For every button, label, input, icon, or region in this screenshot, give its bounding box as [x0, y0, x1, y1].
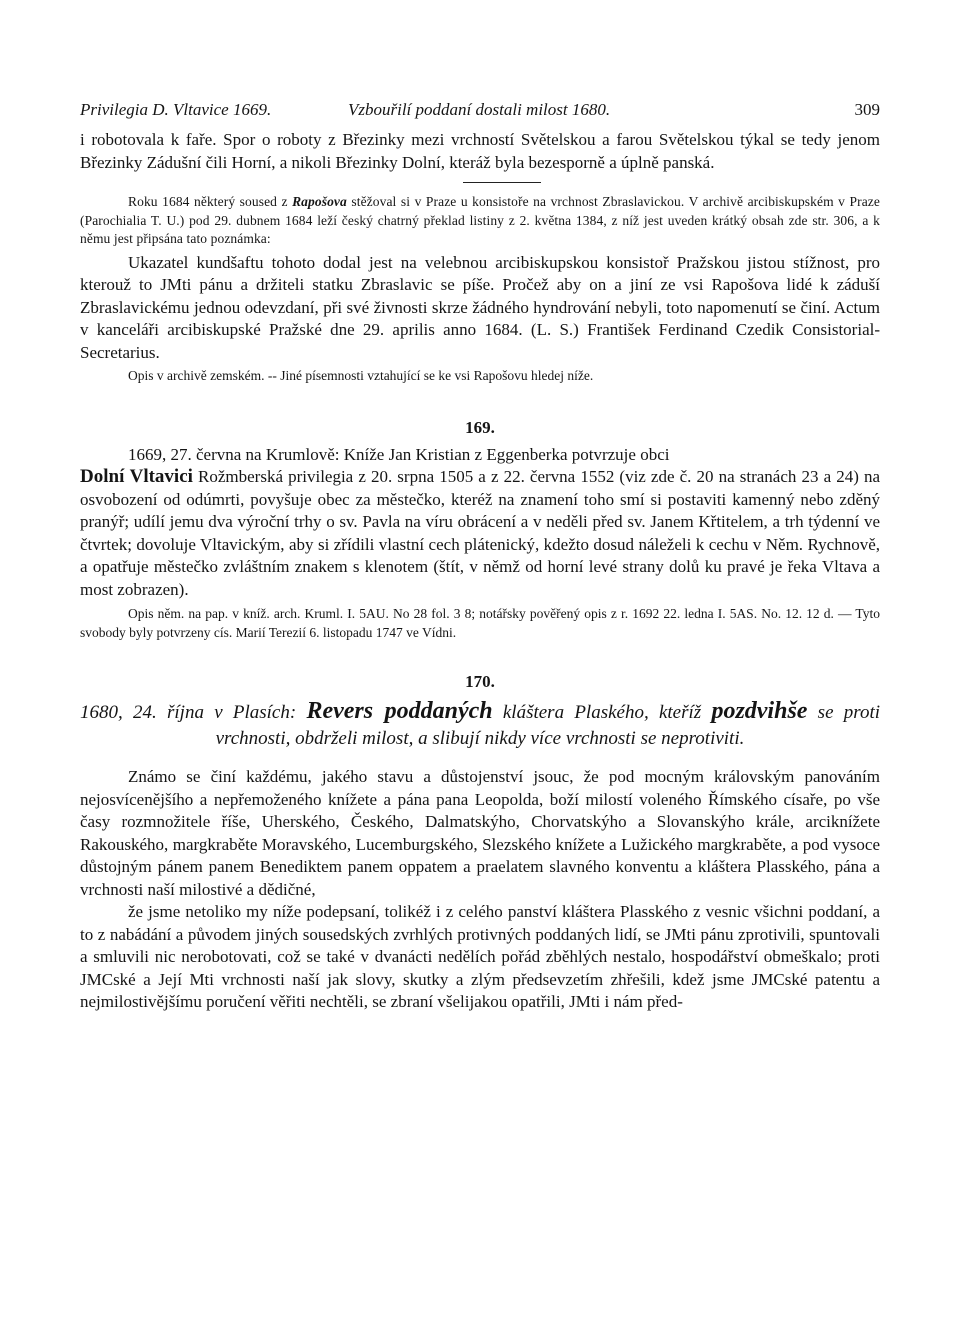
note-1684-name: Rapošova — [292, 194, 347, 209]
section-169-date: 1669, 27. června na Krumlově: — [128, 444, 344, 464]
note-1684-after: stěžoval si v Praze u konsistoře na vrchnost Zbraslavickou. V archivě arcibiskupském v Praze (Parochialia T. U.) pod 29. dubnem 1684 leží český chatrný překlad listiny z 2. května 1384, z níž jest uveden krátký obsah zde str. 306, a k němu jest připsána tato poznámka: — [80, 194, 880, 246]
section-169-number: 169. — [465, 417, 495, 437]
note-1684-before: Roku 1684 některý soused z — [128, 194, 293, 209]
note-1684 — [80, 193, 880, 249]
section-169-regest — [80, 444, 880, 602]
header-middle: Vzbouřilí poddaní dostali milost 1680. — [348, 100, 611, 119]
document-page — [80, 100, 880, 1014]
header-left: Privilegia D. Vltavice 1669. — [80, 100, 272, 119]
section-170-title-big-1: Revers poddaných — [306, 698, 493, 724]
section-170-paragraph-2: že jsme netoliko my níže podepsaní, tolikéž i z celého panství kláštera Plasského z vesnic všichni poddaní, a to z nabádání a původem jiných sousedských zvrhlých protivných poddaných lidí, se JMti pánu zprotivili, spuntovali a smluvili nic nerobotovati, což se také v dvanácti nedělích pořád zběhlých nestalo, hospodářství obmeškalo; proti JMCské a Její Mti vrchnosti naší jak slovy, skutky a zlým předsevzetím zhřešili, kdež jsme JMCské patentu a nejmilostivějšímu poručení věřiti nechtěli, se zbraní všelijakou opatřili, JMti i nám před- — [80, 902, 880, 1011]
section-divider — [463, 182, 541, 183]
section-170-title-mid-2: se proti vrchnosti, obdrželi milost, a slibují nikdy více vrchnosti se neprotiviti. — [215, 702, 881, 749]
section-170-number: 170. — [465, 672, 495, 691]
intro-paragraph: i robotovala k faře. Spor o roboty z Březinky mezi vrchností Světelskou a farou Světelskou týkal se tedy jenom Březinky Zádušní čili Horní, a nikoli Březinky Dolní, kteráž byla bezesporně a úplně panská. — [80, 130, 880, 172]
section-169-place-name: Dolní Vltavici — [80, 466, 193, 487]
section-170-title-mid-1: kláštera Plaského, kteříž — [492, 702, 712, 723]
section-169-actor: Kníže Jan Kristian z Eggenberka potvrzuje obci — [343, 444, 670, 464]
section-170-paragraph-1: Známo se činí každému, jakého stavu a důstojenství jsouc, že pod mocným královským panováním nejosvícenějšího a nepřemoženého knížete a pána pana Leopolda, boží milostí voleného Římského císaře, po vše časy rozmnožitele říše, Uherského, Českého, Dalmatskýho, Chorvatskýho a Slovanskýho krále, arciknížete Rakouského, margkraběte Moravského, Lucemburgského, Slezského knížete a Lužického margkraběte, a pod vysoce důstojným pánem panem Benediktem panem oppatem a praelatem slavného konventu a kláštera Plasského, pána a vrchnosti naší milostivé a dědičné, — [80, 767, 880, 899]
opis-note-1: Opis v archivě zemském. -- Jiné písemnosti vztahující se ke vsi Rapošovu hledej níže. — [128, 368, 594, 383]
ukazatel-paragraph: Ukazatel kundšaftu tohoto dodal jest na velebnou arcibiskupskou konsistoř Pražskou jistou stížnost, pro kterouž to JMti pánu a držiteli statku Zbraslavic se píše. Pročež aby on a jiní ze vsi Rapošova lidé k záduší Zbraslavickému jednou odevzdaní, při své živnosti skrze žádného hyndrování nebyli, toto napomenutí se činí. Actum v kanceláři arcibiskupské Pražské dne 29. aprilis anno 1684. (L. S.) František Ferdinand Czedik Consistorial-Secretarius. — [80, 252, 880, 362]
page-number: 309 — [854, 100, 880, 119]
running-header — [80, 100, 880, 124]
section-169-opis: Opis něm. na pap. v kníž. arch. Kruml. I. 5AU. No 28 fol. 3 8; notářsky pověřený opis z r. 1692 22. ledna I. 5AS. No. 12. 12 d. — Tyto svobody byly potvrzeny cís. Marií Terezií 6. listopadu 1747 ve Vídni. — [80, 606, 880, 640]
section-170-date: 1680, 24. října v Plasích: — [80, 702, 307, 723]
section-170-title-big-2: pozdvihše — [711, 698, 808, 724]
section-170-title — [80, 698, 880, 752]
section-169-text: Rožmberská privilegia z 20. srpna 1505 a z 22. června 1552 (viz zde č. 20 na stranách 23 a 24) na osvobození od odúmrti, povyšuje obec za městečko, kteréž na znamení toho smí si postaviti kamenný nebo zděný pranýř; udílí jemu dva výroční trhy o sv. Pavla na víru obrácení a v neděli před sv. Janem Křtitelem, a trh týdenní ve čtvrtek; dovoluje Vltavickým, aby si zřídili vlastní cech plátenický, kdežto dosud náleželi k cechu v Něm. Rychnově, a opatřuje městečko zvláštním znakem s klenotem (štít, v němž od horní levé strany dolů ku pravé je řeka Vltava a most zobrazen). — [80, 467, 881, 599]
